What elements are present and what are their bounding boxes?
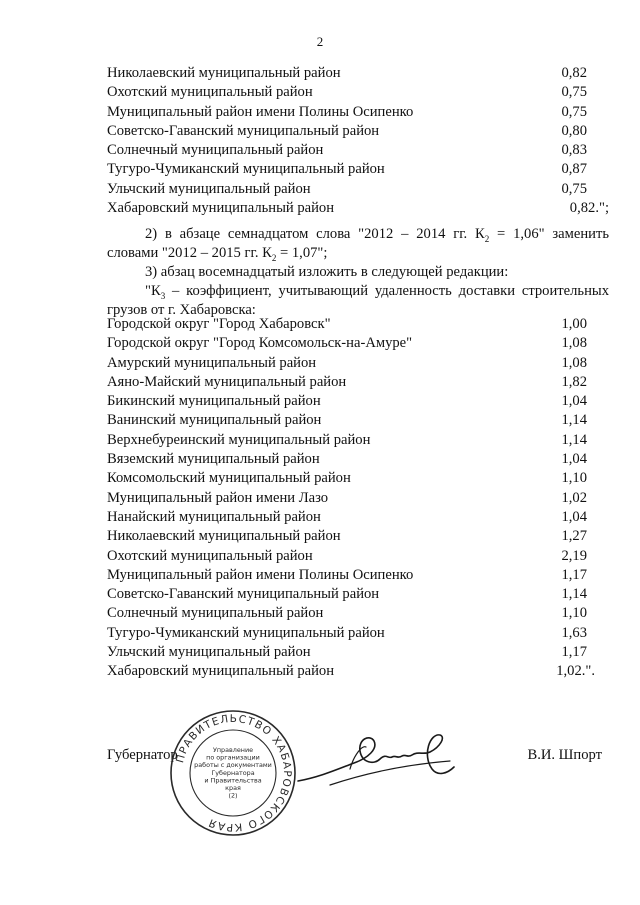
municipality-name: Тугуро-Чумиканский муниципальный район (107, 161, 385, 178)
stamp-center-line: Управление (212, 746, 254, 754)
coefficient-value: 1,08 (561, 354, 587, 371)
coefficient-value: 1,14 (561, 431, 587, 448)
municipality-name: Тугуро-Чумиканский муниципальный район (107, 624, 385, 641)
paragraph-amendment-2: 2) в абзаце семнадцатом слова "2012 – 2014 гг. $К_2 = 1,06$" заменить словами "2012 – 2015 гг. $К_2 = 1,07$"; (107, 226, 609, 264)
municipality-name: Верхнебуреинский муниципальный район (107, 431, 371, 448)
coefficient-value: 1,04 (561, 508, 587, 525)
list-row (107, 489, 587, 508)
list-row (107, 83, 587, 102)
coefficient-value: 0,75 (561, 84, 587, 101)
list-row (107, 64, 587, 83)
list-row (107, 411, 587, 430)
municipality-name: Хабаровский муниципальный район (107, 200, 335, 217)
coefficient-value: 1,00 (561, 316, 587, 332)
municipality-name: Николаевский муниципальный район (107, 528, 341, 545)
municipality-name: Муниципальный район имени Полины Осипенко (107, 566, 414, 583)
municipality-name: Ульчский муниципальный район (107, 180, 311, 197)
list-row (107, 373, 587, 392)
municipality-name: Муниципальный район имени Полины Осипенко (107, 103, 414, 120)
municipality-name: Городской округ "Город Хабаровск" (107, 316, 331, 332)
municipality-name: Амурский муниципальный район (107, 354, 317, 371)
list-row (107, 624, 587, 643)
coefficient-value: 0,83 (561, 142, 587, 159)
coefficient-value: 1,04 (561, 451, 587, 468)
municipality-name: Ульчский муниципальный район (107, 644, 311, 661)
list-row (107, 643, 587, 662)
coefficient-value: 1,02.". (556, 663, 595, 680)
municipality-name: Бикинский муниципальный район (107, 393, 321, 410)
coefficient-list-2 (107, 315, 595, 682)
official-stamp (168, 708, 298, 838)
coefficient-value: 0,75 (561, 180, 587, 197)
stamp-center-line: по организации (206, 753, 260, 762)
coefficient-value: 0,75 (561, 103, 587, 120)
list-row (107, 392, 587, 411)
stamp-center-text (194, 746, 272, 800)
municipality-name: Вяземский муниципальный район (107, 451, 320, 468)
municipality-name: Николаевский муниципальный район (107, 65, 341, 81)
signatory-title: Губернатор (107, 747, 178, 763)
list-row (107, 160, 587, 179)
handwritten-signature (290, 725, 460, 795)
list-row (107, 141, 587, 160)
coefficient-value: 1,04 (561, 393, 587, 410)
coefficient-value: 1,27 (561, 528, 587, 545)
list-row (107, 662, 595, 681)
list-row (107, 122, 587, 141)
coefficient-list-1 (107, 64, 609, 218)
municipality-name: Городской округ "Город Комсомольск-на-Амуре" (107, 335, 413, 352)
municipality-name: Нанайский муниципальный район (107, 508, 321, 525)
coefficient-value: 1,17 (561, 644, 587, 661)
coefficient-value: 1,17 (561, 566, 587, 583)
coefficient-value: 1,14 (561, 412, 587, 429)
coefficient-value: 1,82 (561, 373, 587, 390)
municipality-name: Охотский муниципальный район (107, 84, 313, 101)
coefficient-value: 0,87 (561, 161, 587, 178)
stamp-center-line: края (225, 784, 241, 792)
stamp-center-line: и Правительства (204, 776, 262, 785)
list-row (107, 354, 587, 373)
coefficient-value: 1,02 (561, 489, 587, 506)
stamp-center-line: Губернатора (211, 768, 255, 777)
municipality-name: Муниципальный район имени Лазо (107, 489, 329, 506)
municipality-name: Хабаровский муниципальный район (107, 663, 335, 680)
coefficient-value: 1,08 (561, 335, 587, 352)
coefficient-value: 1,63 (561, 624, 587, 641)
municipality-name: Солнечный муниципальный район (107, 142, 324, 159)
stamp-center-line: работы с документами (194, 761, 272, 770)
signatory-name: В.И. Шпорт (527, 747, 602, 763)
stamp-ring-text: ПРАВИТЕЛЬСТВО ХАБАРОВСКОГО КРАЯ (174, 712, 294, 834)
list-row (107, 450, 587, 469)
municipality-name: Ванинский муниципальный район (107, 412, 322, 429)
municipality-name: Солнечный муниципальный район (107, 605, 324, 622)
list-row (107, 334, 587, 353)
list-row (107, 566, 587, 585)
coefficient-value: 0,80 (561, 122, 587, 139)
paragraph-amendment-3: 3) абзац восемнадцатый изложить в следующей редакции: (145, 264, 509, 280)
municipality-name: Охотский муниципальный район (107, 547, 313, 564)
list-row (107, 469, 587, 488)
paragraph-k3-definition: "$К_3$ – коэффициент, учитывающий удаленность доставки строительных грузов от г. Хабаровска: (107, 283, 609, 319)
municipality-name: Аяно-Майский муниципальный район (107, 373, 347, 390)
list-row (107, 180, 587, 199)
list-row (107, 508, 587, 527)
coefficient-value: 1,14 (561, 586, 587, 603)
stamp-center-line: (2) (228, 791, 238, 800)
coefficient-value: 0,82."; (569, 200, 609, 217)
list-row (107, 103, 587, 122)
coefficient-value: 2,19 (561, 547, 587, 564)
list-row (107, 315, 587, 334)
list-row (107, 604, 587, 623)
municipality-name: Советско-Гаванский муниципальный район (107, 122, 380, 139)
list-row (107, 431, 587, 450)
list-row (107, 527, 587, 546)
municipality-name: Комсомольский муниципальный район (107, 470, 351, 487)
municipality-name: Советско-Гаванский муниципальный район (107, 586, 380, 603)
coefficient-value: 0,82 (561, 65, 587, 81)
list-row (107, 199, 609, 218)
page-number: 2 (316, 34, 324, 49)
list-row (107, 585, 587, 604)
coefficient-value: 1,10 (561, 470, 587, 487)
coefficient-value: 1,10 (561, 605, 587, 622)
list-row (107, 547, 587, 566)
